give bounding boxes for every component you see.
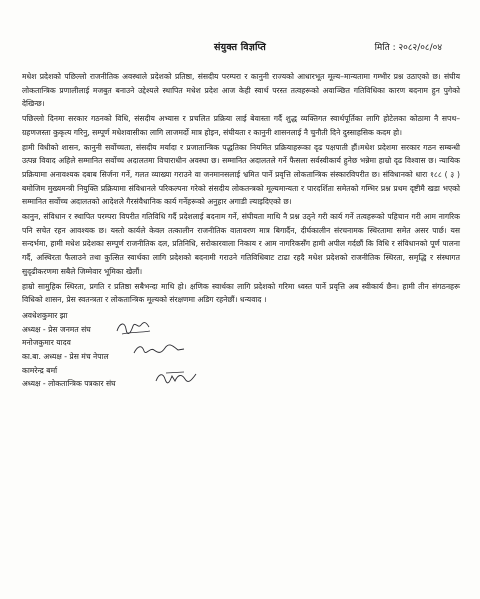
header	[0, 40, 480, 54]
signatory-role: अध्यक्ष - लोकतान्त्रिक पत्रकार संघ	[22, 379, 116, 389]
document-body	[22, 70, 460, 391]
paragraph: हामी विधीको शासन, कानुनी सर्वोच्चता, संसदीय मर्यादा र प्रजातान्त्रिक पद्धतिका नियमित प्रक्रियाहरूका दृढ पक्षपाती हौं।मधेश प्रदेशमा सरकार गठन सम्बन्धी उत्पन्न विवाद अहिले सम्मानित सर्वोच्च अदालतमा विचाराधीन अवस्था छ। सम्मानित अदालतले गर्ने फैसला सर्वस्वीकार्य हुनेछ भन्नेमा हाम्रो दृढ विश्वास छ। न्यायिक प्रक्रियामा अनावश्यक दबाब सिर्जना गर्ने, गलत व्याख्या गराउने वा जनमानसलाई भ्रमित पार्ने प्रवृत्ति लोकतान्त्रिक संस्कारविपरीत छ। संविधानको धारा १८८ ( ३ ) बमोजिम मुख्यमन्त्री नियुक्ति प्रक्रियामा संविधानले परिकल्पना गरेको संसदीय लोकतन्त्रको मूल्यमान्यता र पारदर्शिता समेतको गम्भिर प्रश्न प्रथम दृष्टीमै खडा भएको सम्मानित सर्वोच्च अदालतको आदेशले गैरसंवैधानिक कार्य गर्नेहरूको अनुहार अगाडी ल्याइदिएको छ।	[22, 142, 461, 207]
paragraph: पछिल्लो दिनमा सरकार गठनको विधि, संसदीय अभ्यास र प्रचलित प्रक्रिया लाई बेवास्ता गर्दै शुद्ध व्यक्तिगत स्वार्थपूर्तिका लागि होटेलका कोठामा नै सपथ–ग्रहणजस्ता कुकृत्य गरिनु, सम्पूर्ण मधेशवासीका लागि लाजमर्दो मात्र होइन, संघीयता र कानुनी शासनलाई नै चुनौती दिने दुस्साहसिक कदम हो।	[22, 114, 460, 137]
signatory-role-line	[22, 377, 460, 391]
paragraph: कानुन, संविधान र स्थापित परम्परा विपरीत गतिविधि गर्दै प्रदेशलाई बदनाम गर्ने, संघीयता माथि नै प्रश्न उठ्ने गरी कार्य गर्ने तत्वहरूको पहिचान गरी आम नागरिक पनि सचेत रहन आवश्यक छ। यस्तो कार्यले केवल तत्कालीन राजनीतिक वातावरण मात्र बिगार्दैन, दीर्घकालीन संरचनामक स्थिरतामा समेत असर पार्छ। यस सन्दर्भमा, हामी मधेश प्रदेशका सम्पूर्ण राजनीतिक दल, प्रतिनिधि, सरोकारवाला निकाय र आम नागरिकसँग हामी अपील गर्दछौं कि विधि र संविधानको पूर्ण पालना गर्दै, अस्थिरता फैलाउने तथा कुत्सित स्वार्थका लागि प्रदेशको बदनामी गराउने गतिविधिबाट टाढा रहदै मधेश प्रदेशको राजनीतिक स्थिरता, समृद्धि र संस्थागत सुदृढीकरणमा सबैले जिम्मेवार भूमिका खेलौं।	[22, 212, 460, 276]
signatory-name: अवधेशकुमार झा	[22, 310, 68, 320]
signatory-role: अध्यक्ष - प्रेस जनमत संघ	[22, 324, 91, 334]
paragraph: हाम्रो सामुहिक स्थिरता, प्रगति र प्रतिष्ठा सबैभन्दा माथि हो। क्षणिक स्वार्थका लागि प्रदेशको गरिमा ध्वस्त पार्ने प्रवृत्ति अब स्वीकार्य छैन। हामी तीन संगठनहरू विधिको शासन, प्रेस स्वतन्त्रता र लोकतान्त्रिक मूल्यको संरक्षणमा अडिग रहनेछौं। धन्यवाद ।	[22, 281, 460, 305]
signatory-name: मनोजकुमार यादव	[22, 338, 71, 348]
handwritten-signature	[154, 369, 198, 387]
document-title: संयुक्त विज्ञप्ति	[214, 42, 266, 53]
paragraph: मधेश प्रदेशको पछिल्लो राजनीतिक अवस्थाले प्रदेशको प्रतिष्ठा, संसदीय परम्परा र कानुनी राज्यको आधारभूत मूल्य–मान्यतामा गम्भीर प्रश्न उठाएको छ। संघीय लोकतान्त्रिक प्रणालीलाई मजबुत बनाउने उद्देश्यले स्थापित मधेश प्रदेश आज केही स्वार्थ परस्त तत्वहरूको अवाञ्छित गतिविधिका कारण बदनाम हुन पुगेको देखिन्छ।	[22, 72, 460, 109]
signatory-name: कामरेन्द्र बर्मा	[22, 365, 58, 375]
signatory-role-line	[22, 323, 460, 337]
signatory-role-line	[22, 350, 460, 364]
signatory-role: का.बा. अध्यक्ष - प्रेस मंच नेपाल	[22, 352, 109, 362]
document-date: मिति : २०८२/०८/०४	[374, 43, 442, 53]
handwritten-signature	[132, 342, 186, 358]
handwritten-signature	[114, 317, 154, 339]
signatories-block	[22, 309, 460, 391]
